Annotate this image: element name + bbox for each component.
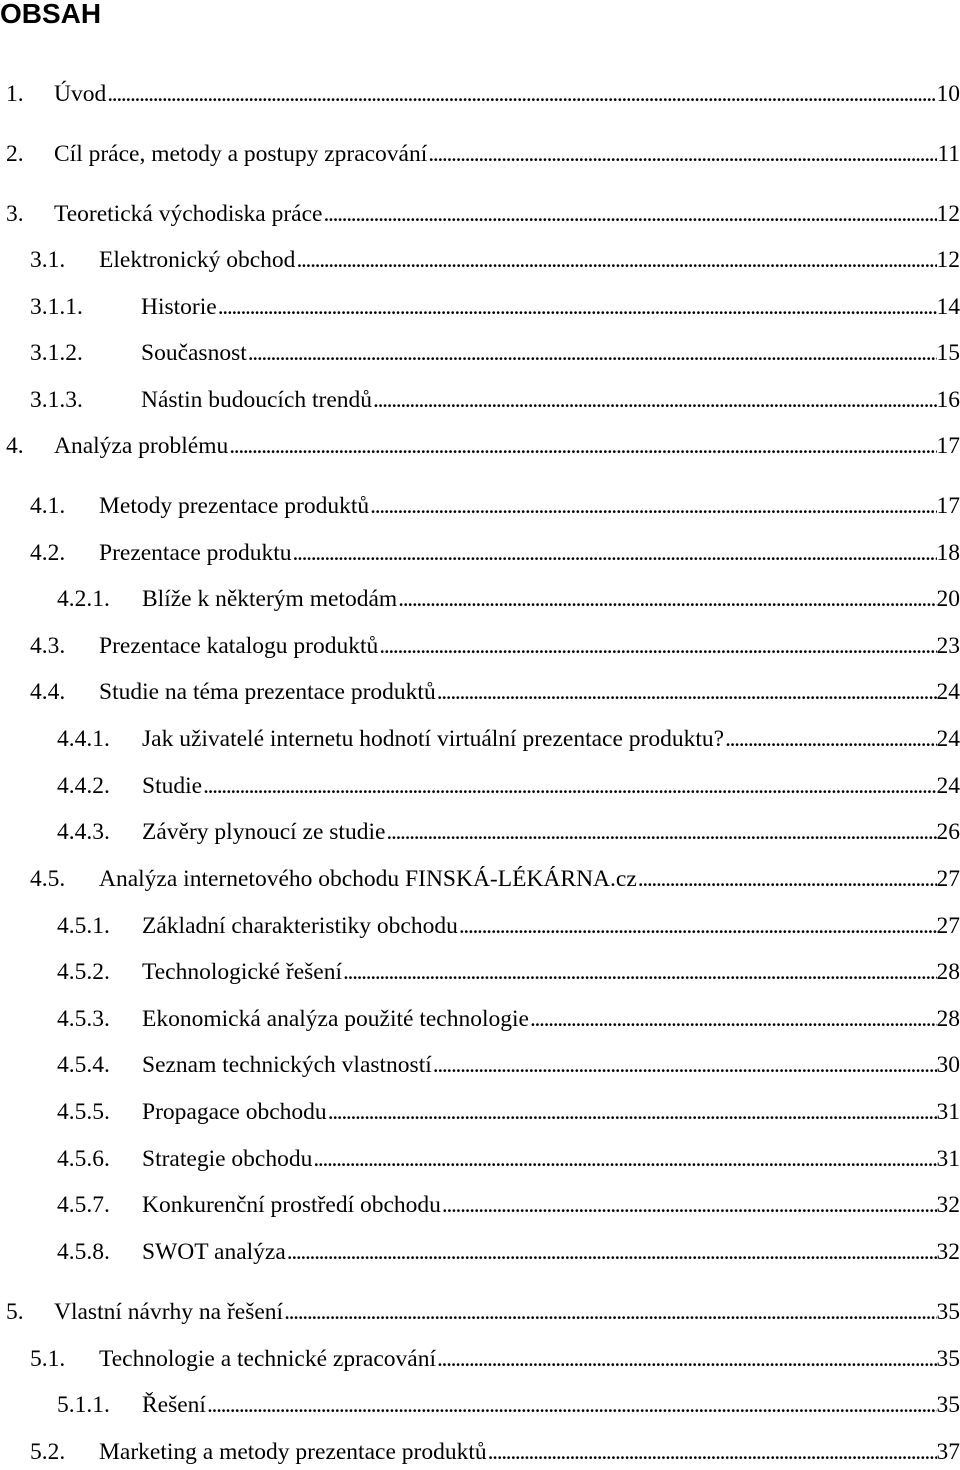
toc-entry-number: 4.5.	[30, 866, 66, 892]
toc-entry[interactable]	[6, 139, 960, 169]
toc-entry[interactable]	[30, 245, 960, 275]
toc-entry-title: Teoretická východiska práce	[54, 201, 323, 227]
toc-entry-number: 4.5.3.	[57, 1006, 110, 1032]
toc-entry-page: 35	[936, 1346, 960, 1372]
toc-entry[interactable]	[57, 1004, 960, 1034]
toc-entry-page: 24	[936, 679, 960, 705]
toc-entry-page: 17	[936, 493, 960, 519]
toc-entry-title: Konkurenční prostředí obchodu	[142, 1192, 441, 1218]
toc-entry-title: Prezentace katalogu produktů	[99, 633, 379, 659]
toc-dot-leader	[292, 538, 937, 568]
toc-entry-number: 3.1.1.	[30, 294, 83, 320]
toc-entry-number: 5.1.1.	[57, 1392, 110, 1418]
toc-entry-page: 24	[936, 726, 960, 752]
toc-heading: OBSAH	[0, 0, 102, 29]
toc-entry[interactable]	[57, 1190, 960, 1220]
toc-entry-number: 4.5.2.	[57, 959, 110, 985]
toc-entry-title: Vlastní návrhy na řešení	[54, 1299, 284, 1325]
toc-dot-leader	[458, 911, 937, 941]
toc-entry-title: Seznam technických vlastností	[142, 1052, 432, 1078]
toc-dot-leader	[106, 79, 936, 109]
toc-entry[interactable]	[6, 79, 960, 109]
toc-entry-title: Řešení	[142, 1392, 206, 1418]
toc-dot-leader	[228, 431, 936, 461]
toc-dot-leader	[436, 677, 937, 707]
toc-entry-number: 4.4.2.	[57, 773, 110, 799]
toc-entry-title: Základní charakteristiky obchodu	[142, 913, 458, 939]
toc-entry-number: 4.5.4.	[57, 1052, 110, 1078]
toc-entry-number: 4.4.3.	[57, 819, 110, 845]
toc-entry-page: 17	[936, 433, 960, 459]
toc-entry-title: Nástin budoucích trendů	[141, 387, 373, 413]
toc-entry-number: 5.1.	[30, 1346, 66, 1372]
toc-entry-page: 15	[936, 340, 960, 366]
toc-entry-number: 4.5.8.	[57, 1239, 110, 1265]
toc-entry-title: SWOT analýza	[142, 1239, 286, 1265]
toc-entry-page: 10	[936, 81, 960, 107]
toc-entry-page: 35	[936, 1392, 960, 1418]
toc-entry[interactable]	[6, 431, 960, 461]
toc-entry-number: 4.5.1.	[57, 913, 110, 939]
toc-entry[interactable]	[57, 584, 960, 614]
toc-entry[interactable]	[57, 911, 960, 941]
toc-entry-page: 11	[937, 141, 960, 167]
toc-entry-title: Studie na téma prezentace produktů	[99, 679, 436, 705]
toc-entry[interactable]	[30, 864, 960, 894]
toc-entry-page: 20	[936, 586, 960, 612]
toc-dot-leader	[378, 631, 936, 661]
toc-dot-leader	[342, 957, 937, 987]
toc-dot-leader	[322, 199, 936, 229]
toc-entry-number: 1.	[6, 81, 24, 107]
toc-entry[interactable]	[57, 817, 960, 847]
toc-entry-number: 4.5.6.	[57, 1146, 110, 1172]
toc-entry-number: 4.2.	[30, 540, 66, 566]
toc-dot-leader	[724, 724, 936, 754]
toc-entry-page: 28	[936, 1006, 960, 1032]
toc-dot-leader	[202, 771, 936, 801]
toc-entry-title: Technologie a technické zpracování	[99, 1346, 436, 1372]
toc-dot-leader	[295, 245, 936, 275]
toc-dot-leader	[286, 1237, 937, 1267]
toc-entry-number: 4.4.	[30, 679, 66, 705]
toc-entry-page: 14	[936, 294, 960, 320]
toc-dot-leader	[441, 1190, 937, 1220]
toc-entry-number: 2.	[6, 141, 24, 167]
toc-entry[interactable]	[30, 1344, 960, 1374]
toc-dot-leader	[283, 1297, 936, 1327]
toc-entry[interactable]	[57, 724, 960, 754]
toc-entry-page: 27	[936, 866, 960, 892]
toc-dot-leader	[385, 817, 936, 847]
toc-entry-page: 30	[936, 1052, 960, 1078]
toc-entry-number: 4.5.5.	[57, 1099, 110, 1125]
toc-entry-number: 4.1.	[30, 493, 66, 519]
toc-dot-leader	[487, 1437, 937, 1467]
toc-dot-leader	[432, 1050, 937, 1080]
toc-entry-number: 5.2.	[30, 1439, 66, 1465]
toc-entry-title: Metody prezentace produktů	[99, 493, 370, 519]
toc-entry-number: 3.1.	[30, 247, 66, 273]
toc-dot-leader	[529, 1004, 937, 1034]
toc-entry-number: 4.4.1.	[57, 726, 110, 752]
toc-dot-leader	[369, 491, 936, 521]
toc-entry[interactable]	[30, 677, 960, 707]
toc-entry-page: 12	[936, 247, 960, 273]
toc-entry-page: 37	[936, 1439, 960, 1465]
toc-entry-number: 5.	[6, 1299, 24, 1325]
toc-entry[interactable]	[57, 1050, 960, 1080]
toc-entry[interactable]	[57, 1390, 960, 1420]
toc-entry[interactable]	[30, 1437, 960, 1467]
toc-entry-title: Technologické řešení	[142, 959, 342, 985]
toc-entry[interactable]	[30, 338, 960, 368]
toc-entry-title: Blíže k některým metodám	[142, 586, 398, 612]
toc-entry-number: 4.5.7.	[57, 1192, 110, 1218]
toc-entry-number: 4.	[6, 433, 24, 459]
toc-entry-title: Elektronický obchod	[99, 247, 296, 273]
toc-entry[interactable]	[6, 199, 960, 229]
toc-entry-title: Ekonomická analýza použité technologie	[142, 1006, 529, 1032]
toc-entry[interactable]	[30, 631, 960, 661]
toc-entry[interactable]	[30, 292, 960, 322]
toc-entry-page: 12	[936, 201, 960, 227]
toc-entry[interactable]	[57, 1097, 960, 1127]
toc-entry-page: 32	[936, 1192, 960, 1218]
toc-entry-page: 16	[936, 387, 960, 413]
toc-entry[interactable]	[30, 491, 960, 521]
toc-entry-page: 26	[936, 819, 960, 845]
toc-entry-title: Analýza problému	[54, 433, 229, 459]
toc-dot-leader	[397, 584, 936, 614]
toc-entry-title: Jak uživatelé internetu hodnotí virtuální prezentace produktu?	[142, 726, 725, 752]
toc-entry-page: 23	[936, 633, 960, 659]
toc-entry[interactable]	[57, 957, 960, 987]
toc-dot-leader	[372, 385, 936, 415]
toc-entry[interactable]	[57, 1237, 960, 1267]
toc-entry-page: 32	[936, 1239, 960, 1265]
toc-entry-page: 18	[936, 540, 960, 566]
toc-entry-number: 3.1.3.	[30, 387, 83, 413]
toc-entry[interactable]	[6, 1297, 960, 1327]
toc-entry-title: Analýza internetového obchodu FINSKÁ-LÉKÁRNA.cz	[99, 866, 637, 892]
toc-entry-title: Propagace obchodu	[142, 1099, 327, 1125]
toc-dot-leader	[427, 139, 937, 169]
toc-dot-leader	[637, 864, 937, 894]
toc-entry-title: Současnost	[141, 340, 247, 366]
toc-entry-page: 31	[936, 1146, 960, 1172]
toc-dot-leader	[217, 292, 937, 322]
toc-entry[interactable]	[57, 771, 960, 801]
toc-dot-leader	[312, 1144, 936, 1174]
toc-entry-page: 31	[936, 1099, 960, 1125]
toc-entry-number: 4.3.	[30, 633, 66, 659]
toc-entry-number: 3.1.2.	[30, 340, 83, 366]
toc-entry-number: 4.2.1.	[57, 586, 110, 612]
toc-entry-title: Studie	[142, 773, 203, 799]
toc-entry[interactable]	[57, 1144, 960, 1174]
toc-dot-leader	[327, 1097, 937, 1127]
toc-entry-title: Úvod	[54, 81, 107, 107]
toc-dot-leader	[436, 1344, 937, 1374]
toc-entry-page: 24	[936, 773, 960, 799]
toc-dot-leader	[247, 338, 937, 368]
toc-entry-title: Závěry plynoucí ze studie	[142, 819, 386, 845]
toc-entry-page: 35	[936, 1299, 960, 1325]
toc-entry-title: Cíl práce, metody a postupy zpracování	[54, 141, 428, 167]
toc-entry-page: 28	[936, 959, 960, 985]
toc-entry-title: Marketing a metody prezentace produktů	[99, 1439, 487, 1465]
toc-entry[interactable]	[30, 385, 960, 415]
toc-entry-title: Prezentace produktu	[99, 540, 292, 566]
toc-entry-title: Historie	[141, 294, 217, 320]
toc-dot-leader	[206, 1390, 937, 1420]
toc-entry-title: Strategie obchodu	[142, 1146, 313, 1172]
toc-entry-page: 27	[936, 913, 960, 939]
toc-entry-number: 3.	[6, 201, 24, 227]
toc-entry[interactable]	[30, 538, 960, 568]
